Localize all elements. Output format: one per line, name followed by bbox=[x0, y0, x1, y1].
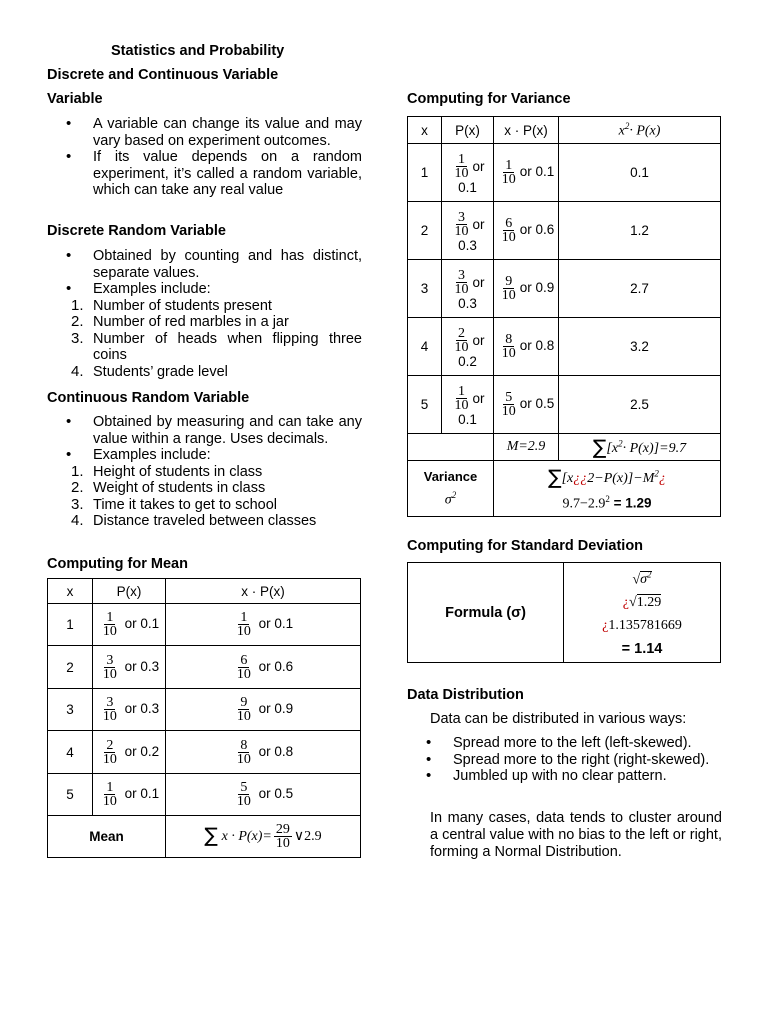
sqrt-icon: √ bbox=[629, 595, 637, 611]
list-item: 4. Distance traveled between classes bbox=[71, 513, 362, 530]
examples-label: Examples include: bbox=[93, 281, 211, 297]
fraction-den: 10 bbox=[102, 624, 117, 639]
mean-label-text: Mean bbox=[89, 829, 124, 844]
cell-x: 1 bbox=[408, 144, 442, 202]
cell-x2px: 3.2 bbox=[559, 318, 721, 376]
variance-row bbox=[408, 461, 721, 517]
fraction-den: 10 bbox=[454, 223, 469, 239]
fraction bbox=[101, 739, 119, 766]
sqrt-icon: √ bbox=[632, 572, 641, 588]
sigma-exp: 2 bbox=[647, 569, 652, 580]
table-row bbox=[48, 646, 361, 689]
fraction-num: 3 bbox=[106, 695, 114, 710]
variance-formula-cell bbox=[494, 461, 721, 517]
fraction-den: 10 bbox=[102, 709, 117, 724]
cell-xpx bbox=[494, 202, 559, 260]
cell-x2px: 0.1 bbox=[559, 144, 721, 202]
cell-px bbox=[93, 646, 166, 689]
calc-text: 9.7−2.9 bbox=[562, 496, 606, 512]
cell-xpx bbox=[166, 689, 361, 731]
fraction bbox=[101, 781, 119, 808]
examples-label: Examples include: bbox=[93, 447, 211, 463]
discrete-heading: Discrete Random Variable bbox=[47, 223, 226, 239]
cell-x: 4 bbox=[408, 318, 442, 376]
fraction-num: 6 bbox=[240, 652, 248, 668]
mean-heading: Computing for Mean bbox=[47, 556, 188, 572]
discrete-examples bbox=[71, 298, 362, 381]
fraction bbox=[452, 153, 470, 180]
continuous-examples bbox=[71, 464, 362, 530]
fraction bbox=[500, 333, 518, 360]
list-item: 3. Number of heads when flipping three coins bbox=[71, 331, 362, 364]
sd-line-2 bbox=[564, 591, 720, 614]
fraction-num: 3 bbox=[457, 267, 465, 283]
fraction bbox=[101, 611, 119, 638]
decimal: or 0.1 bbox=[519, 164, 555, 180]
fraction bbox=[101, 696, 119, 723]
decimal: 0.1 bbox=[458, 411, 477, 427]
summation-icon: ∑ bbox=[592, 435, 607, 459]
cell-xpx bbox=[166, 604, 361, 646]
or-text: or bbox=[472, 390, 485, 406]
mean-value: M=2.9 bbox=[494, 434, 559, 461]
cell-px bbox=[93, 774, 166, 816]
fraction bbox=[235, 654, 253, 681]
decimal: 0.2 bbox=[458, 353, 477, 369]
col-header-px: P(x) bbox=[442, 117, 494, 144]
cell-x: 2 bbox=[48, 646, 93, 689]
list-item: 4. Students’ grade level bbox=[71, 364, 362, 381]
fraction bbox=[452, 327, 470, 354]
fraction bbox=[452, 211, 470, 238]
col-header-xpx: x · P(x) bbox=[166, 579, 361, 604]
fraction bbox=[274, 823, 292, 850]
cell-x: 1 bbox=[48, 604, 93, 646]
cell-x2px: 2.7 bbox=[559, 260, 721, 318]
page-subtitle: Discrete and Continuous Variable bbox=[47, 67, 279, 83]
formula-part-a: [x bbox=[561, 470, 574, 486]
decimal: or 0.1 bbox=[124, 616, 160, 632]
fraction-den: 10 bbox=[454, 281, 469, 297]
sum-x2px bbox=[559, 434, 721, 461]
dist-bullets bbox=[407, 735, 722, 785]
fraction bbox=[500, 217, 518, 244]
formula-tail: ∨2.9 bbox=[293, 829, 322, 845]
radicand bbox=[640, 571, 651, 587]
sum-pre: [x bbox=[606, 441, 619, 456]
fraction bbox=[500, 159, 518, 186]
variance-label: Variance bbox=[423, 468, 478, 484]
fraction-den: 10 bbox=[236, 751, 251, 767]
col-header-px: P(x) bbox=[93, 579, 166, 604]
summation-icon: ∑ bbox=[204, 823, 218, 848]
fraction bbox=[235, 611, 253, 638]
fraction-den: 10 bbox=[236, 666, 251, 682]
cell-px bbox=[93, 604, 166, 646]
discrete-bullets bbox=[47, 248, 362, 380]
fraction-den: 10 bbox=[501, 288, 516, 303]
decimal: or 0.6 bbox=[258, 658, 294, 674]
fraction-den: 10 bbox=[102, 751, 117, 767]
fraction-num: 3 bbox=[106, 652, 114, 668]
list-item: • Spread more to the left (left-skewed). bbox=[407, 735, 722, 752]
fraction bbox=[235, 696, 253, 723]
fraction bbox=[500, 275, 518, 302]
sum-post: · P(x)]=9.7 bbox=[622, 441, 687, 456]
mark: ¿ bbox=[622, 595, 630, 611]
decimal: or 0.3 bbox=[124, 658, 160, 674]
decimal: or 0.1 bbox=[124, 786, 160, 802]
decimal: or 0.9 bbox=[258, 701, 294, 717]
fraction-num: 1 bbox=[106, 610, 114, 625]
variance-calc bbox=[494, 494, 720, 513]
col-header-x: x bbox=[408, 117, 442, 144]
table-row bbox=[408, 318, 721, 376]
or-text: or bbox=[472, 332, 485, 348]
dist-outro: In many cases, data tends to cluster around a central value with no bias to the left or right, forming a Normal Distribution. bbox=[430, 810, 722, 860]
list-item: • Spread more to the right (right-skewed). bbox=[407, 752, 722, 769]
list-item: • If its value depends on a random experiment, it’s called a random variable, which can take any real value bbox=[47, 149, 362, 199]
list-item: • Obtained by counting and has distinct, separate values. bbox=[47, 248, 362, 281]
fraction bbox=[235, 739, 253, 766]
fraction-den: 10 bbox=[102, 794, 117, 809]
list-item: 2. Number of red marbles in a jar bbox=[71, 314, 362, 331]
header-exp: 2 bbox=[624, 120, 630, 131]
sigma-exp: 2 bbox=[451, 489, 457, 500]
fraction-num: 6 bbox=[505, 216, 513, 231]
table-row bbox=[408, 144, 721, 202]
sd-label-cell bbox=[408, 563, 564, 663]
fraction-den: 10 bbox=[501, 346, 516, 361]
decimal: or 0.1 bbox=[258, 616, 294, 632]
fraction bbox=[101, 654, 119, 681]
cell-px bbox=[442, 376, 494, 434]
decimal: 0.3 bbox=[458, 237, 477, 253]
summation-icon: ∑ bbox=[548, 464, 562, 489]
list-item: • Jumbled up with no clear pattern. bbox=[407, 768, 722, 785]
or-text: or bbox=[472, 216, 485, 232]
cell-px bbox=[442, 144, 494, 202]
radicand-value: 1.29 bbox=[636, 595, 662, 611]
sum-empty-cell bbox=[408, 434, 494, 461]
sd-value: 1.135781669 bbox=[608, 618, 682, 634]
cell-px bbox=[442, 202, 494, 260]
cell-xpx bbox=[166, 731, 361, 774]
decimal: or 0.8 bbox=[519, 338, 555, 354]
list-item: • A variable can change its value and may vary based on experiment outcomes. bbox=[47, 116, 362, 149]
formula-exp: 2 bbox=[654, 468, 659, 479]
decimal: 0.3 bbox=[458, 295, 477, 311]
fraction-num: 1 bbox=[505, 158, 513, 173]
fraction-den: 10 bbox=[501, 404, 516, 419]
decimal: or 0.6 bbox=[519, 222, 555, 238]
dist-intro: Data can be distributed in various ways: bbox=[430, 711, 687, 727]
cell-x: 2 bbox=[408, 202, 442, 260]
cell-xpx bbox=[166, 646, 361, 689]
fraction-num: 9 bbox=[240, 695, 248, 710]
cell-px bbox=[442, 318, 494, 376]
variance-heading: Computing for Variance bbox=[407, 91, 571, 107]
fraction-den: 10 bbox=[236, 624, 251, 639]
header-x: x bbox=[618, 123, 625, 139]
mean-label bbox=[48, 816, 166, 858]
decimal: or 0.5 bbox=[519, 396, 555, 412]
sd-table bbox=[407, 562, 721, 663]
fraction-den: 10 bbox=[102, 666, 117, 682]
formula-part-b: ¿¿ bbox=[573, 470, 588, 486]
col-header-x2px bbox=[559, 117, 721, 144]
sd-label: Formula (σ) bbox=[445, 604, 526, 621]
cell-x: 5 bbox=[408, 376, 442, 434]
calc-exp: 2 bbox=[605, 493, 610, 504]
cell-x: 3 bbox=[408, 260, 442, 318]
fraction-num: 8 bbox=[505, 332, 513, 347]
cell-x: 4 bbox=[48, 731, 93, 774]
fraction bbox=[500, 391, 518, 418]
decimal: or 0.8 bbox=[258, 743, 294, 759]
cell-px bbox=[442, 260, 494, 318]
decimal: or 0.3 bbox=[124, 701, 160, 717]
fraction bbox=[235, 781, 253, 808]
cell-x: 5 bbox=[48, 774, 93, 816]
list-item bbox=[47, 281, 362, 380]
cell-xpx bbox=[166, 774, 361, 816]
fraction-den: 10 bbox=[501, 172, 516, 187]
fraction-den: 10 bbox=[454, 165, 469, 181]
page-title: Statistics and Probability bbox=[111, 43, 285, 59]
fraction-num: 9 bbox=[505, 274, 513, 289]
or-text: or bbox=[472, 274, 485, 290]
formula-text: x · P(x)= bbox=[221, 829, 272, 845]
sigma-symbol: σ bbox=[640, 572, 648, 588]
variable-bullets bbox=[47, 116, 362, 199]
mean-formula bbox=[166, 816, 361, 858]
variance-symbol bbox=[408, 490, 493, 509]
table-row bbox=[48, 731, 361, 774]
fraction-num: 1 bbox=[106, 780, 114, 795]
sd-result: = 1.14 bbox=[621, 641, 663, 658]
fraction-num: 1 bbox=[457, 383, 465, 399]
decimal: or 0.5 bbox=[258, 786, 294, 802]
sum-row bbox=[408, 434, 721, 461]
table-row bbox=[48, 689, 361, 731]
variance-label-cell bbox=[408, 461, 494, 517]
fraction-num: 1 bbox=[240, 610, 248, 625]
sum-exp: 2 bbox=[618, 438, 623, 449]
fraction-num: 8 bbox=[240, 737, 248, 753]
cell-x2px: 2.5 bbox=[559, 376, 721, 434]
list-item: • Obtained by measuring and can take any value within a range. Uses decimals. bbox=[47, 414, 362, 447]
sigma-symbol: σ bbox=[444, 492, 452, 508]
decimal: or 0.9 bbox=[519, 280, 555, 296]
continuous-heading: Continuous Random Variable bbox=[47, 390, 250, 406]
fraction-num: 3 bbox=[457, 209, 465, 225]
fraction bbox=[452, 385, 470, 412]
table-row bbox=[408, 202, 721, 260]
fraction bbox=[452, 269, 470, 296]
cell-xpx bbox=[494, 376, 559, 434]
mark: ¿ bbox=[602, 618, 609, 634]
dist-heading: Data Distribution bbox=[407, 687, 524, 703]
variance-table bbox=[407, 116, 721, 517]
continuous-bullets bbox=[47, 414, 362, 530]
sd-line-1 bbox=[564, 564, 720, 592]
table-row bbox=[48, 604, 361, 646]
fraction-num: 5 bbox=[240, 780, 248, 795]
fraction-den: 10 bbox=[454, 339, 469, 355]
mean-footer-row bbox=[48, 816, 361, 858]
fraction-den: 10 bbox=[236, 794, 251, 809]
formula-part-c: 2−P(x)]−M bbox=[587, 470, 655, 486]
list-item: 1. Height of students in class bbox=[71, 464, 362, 481]
table-row bbox=[48, 774, 361, 816]
sd-heading: Computing for Standard Deviation bbox=[407, 538, 644, 554]
fraction-den: 10 bbox=[275, 836, 290, 851]
fraction-num: 2 bbox=[106, 737, 114, 753]
mean-table bbox=[47, 578, 361, 858]
fraction-den: 10 bbox=[454, 397, 469, 413]
fraction-den: 10 bbox=[501, 230, 516, 245]
table-row bbox=[408, 260, 721, 318]
col-header-xpx: x · P(x) bbox=[494, 117, 559, 144]
header-rest: · P(x) bbox=[629, 123, 661, 139]
or-text: or bbox=[472, 158, 485, 174]
list-item: 3. Time it takes to get to school bbox=[71, 497, 362, 514]
formula-part-d: ¿ bbox=[658, 470, 666, 486]
variance-formula bbox=[494, 465, 720, 489]
decimal: 0.1 bbox=[458, 179, 477, 195]
sd-line-3 bbox=[564, 614, 720, 637]
list-item: 2. Weight of students in class bbox=[71, 480, 362, 497]
list-item bbox=[47, 447, 362, 530]
col-header-x: x bbox=[48, 579, 93, 604]
cell-xpx bbox=[494, 318, 559, 376]
fraction-num: 29 bbox=[275, 822, 290, 837]
cell-x2px: 1.2 bbox=[559, 202, 721, 260]
fraction-num: 2 bbox=[457, 325, 465, 341]
cell-xpx bbox=[494, 260, 559, 318]
fraction-num: 1 bbox=[457, 151, 465, 167]
fraction-den: 10 bbox=[236, 709, 251, 724]
cell-x: 3 bbox=[48, 689, 93, 731]
cell-px bbox=[93, 689, 166, 731]
variance-result: = 1.29 bbox=[613, 495, 652, 511]
sd-formula-cell bbox=[564, 563, 721, 663]
list-item: 1. Number of students present bbox=[71, 298, 362, 315]
cell-px bbox=[93, 731, 166, 774]
variable-heading: Variable bbox=[47, 91, 103, 107]
decimal: or 0.2 bbox=[124, 743, 160, 759]
fraction-num: 5 bbox=[505, 390, 513, 405]
cell-xpx bbox=[494, 144, 559, 202]
table-row bbox=[408, 376, 721, 434]
